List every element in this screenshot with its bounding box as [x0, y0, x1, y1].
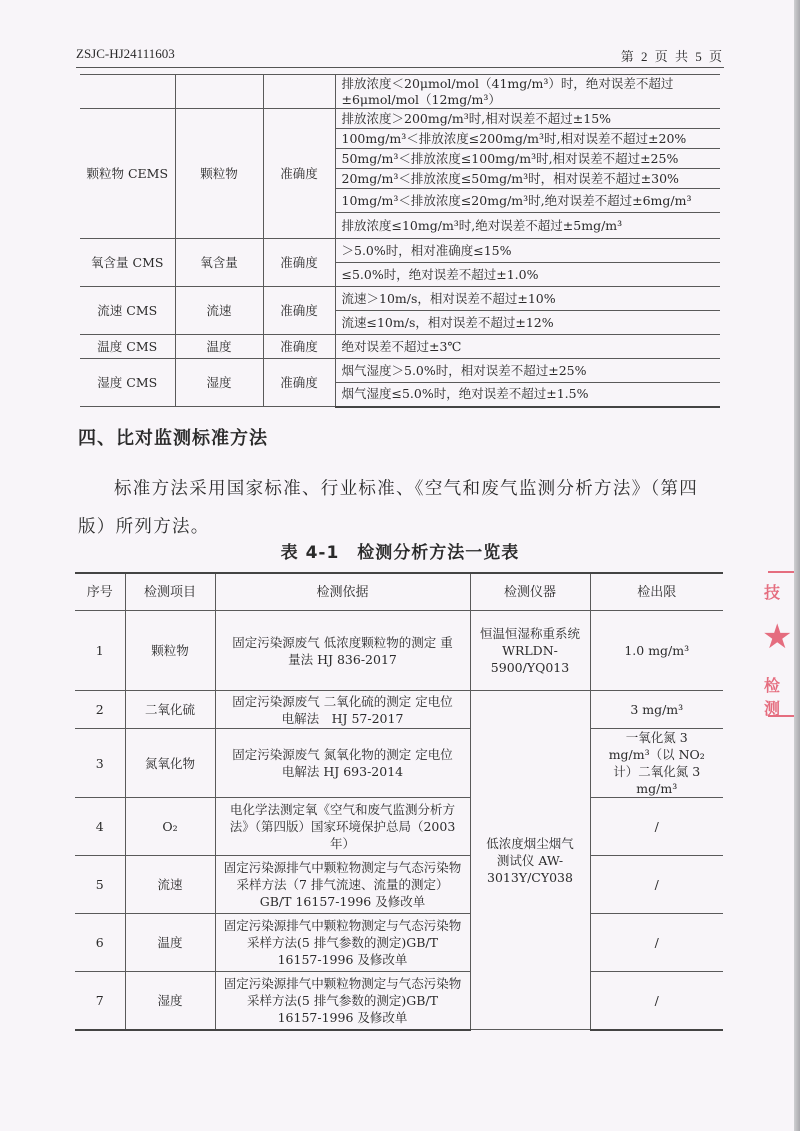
table-row — [75, 856, 723, 914]
criteria-cell: 排放浓度＞200mg/m³时,相对误差不超过±15% — [335, 109, 720, 129]
criteria-cell: 100mg/m³＜排放浓度≤200mg/m³时,相对误差不超过±20% — [335, 129, 720, 149]
param-cell: 湿度 — [175, 359, 263, 407]
metric-cell: 准确度 — [263, 239, 335, 287]
device-cell: 氧含量 CMS — [80, 239, 175, 287]
header-no: 序号 — [75, 573, 125, 611]
criteria-cell: 流速＞10m/s，相对误差不超过±10% — [335, 287, 720, 311]
row-basis: 固定污染源废气 低浓度颗粒物的测定 重量法 HJ 836-2017 — [215, 611, 470, 691]
row-no: 1 — [75, 611, 125, 691]
row-no: 7 — [75, 972, 125, 1030]
metric-cell: 准确度 — [263, 109, 335, 239]
header-instrument: 检测仪器 — [470, 573, 590, 611]
page-indicator: 第 2 页 共 5 页 — [620, 49, 724, 64]
criteria-cell: 50mg/m³＜排放浓度≤100mg/m³时,相对误差不超过±25% — [335, 149, 720, 169]
row-no: 4 — [75, 798, 125, 856]
row-basis: 固定污染源废气 二氧化硫的测定 定电位电解法 HJ 57-2017 — [215, 691, 470, 729]
table-row — [80, 335, 720, 359]
device-cell: 流速 CMS — [80, 287, 175, 335]
table-row — [75, 729, 723, 798]
param-cell — [175, 75, 263, 109]
criteria-cell: 绝对误差不超过±3℃ — [335, 335, 720, 359]
table-row — [80, 239, 720, 263]
row-item: 颗粒物 — [125, 611, 215, 691]
criteria-cell: 流速≤10m/s，相对误差不超过±12% — [335, 311, 720, 335]
table-row — [80, 287, 720, 311]
table-caption: 表 4-1 检测分析方法一览表 — [280, 543, 520, 563]
row-limit: 3 mg/m³ — [590, 691, 723, 729]
seal-text-top: 技 — [764, 583, 781, 602]
row-no: 5 — [75, 856, 125, 914]
param-cell: 流速 — [175, 287, 263, 335]
table-row — [75, 914, 723, 972]
header-item: 检测项目 — [125, 573, 215, 611]
row-item: O₂ — [125, 798, 215, 856]
device-cell: 温度 CMS — [80, 335, 175, 359]
section-paragraph: 标准方法采用国家标准、行业标准、《空气和废气监测分析方法》（第四版）所列方法。 — [78, 479, 699, 537]
seal-text-bottom: 检测 — [764, 676, 781, 718]
param-cell: 颗粒物 — [175, 109, 263, 239]
row-instrument: 恒温恒湿称重系统 WRLDN-5900/YQ013 — [470, 611, 590, 691]
row-item: 氮氧化物 — [125, 729, 215, 798]
row-limit: / — [590, 856, 723, 914]
page-edge-shadow — [794, 0, 800, 1131]
metric-cell: 准确度 — [263, 335, 335, 359]
table-row — [80, 359, 720, 383]
page-header — [76, 46, 724, 66]
table-row — [75, 691, 723, 729]
row-basis: 固定污染源排气中颗粒物测定与气态污染物采样方法(5 排气参数的测定)GB/T 16157-1996 及修改单 — [215, 914, 470, 972]
criteria-cell: ＞5.0%时，相对准确度≤15% — [335, 239, 720, 263]
header-limit: 检出限 — [590, 573, 723, 611]
section-heading: 四、比对监测标准方法 — [78, 428, 268, 449]
table-row — [75, 611, 723, 691]
header-divider — [76, 67, 724, 68]
metric-cell — [263, 75, 335, 109]
row-basis: 固定污染源排气中颗粒物测定与气态污染物采样方法(5 排气参数的测定)GB/T 16157-1996 及修改单 — [215, 972, 470, 1030]
criteria-cell: 烟气湿度＞5.0%时，相对误差不超过±25% — [335, 359, 720, 383]
header-basis: 检测依据 — [215, 573, 470, 611]
cems-criteria-table — [80, 74, 720, 408]
table-header-row — [75, 573, 723, 611]
row-basis: 固定污染源废气 氮氧化物的测定 定电位电解法 HJ 693-2014 — [215, 729, 470, 798]
seal-arc-bottom — [768, 715, 794, 717]
table-row — [80, 75, 720, 109]
report-number: ZSJC-HJ24111603 — [76, 46, 175, 61]
table-row — [75, 798, 723, 856]
param-cell: 温度 — [175, 335, 263, 359]
metric-cell: 准确度 — [263, 359, 335, 407]
criteria-cell: 烟气湿度≤5.0%时，绝对误差不超过±1.5% — [335, 383, 720, 407]
row-no: 6 — [75, 914, 125, 972]
row-limit: 一氧化氮 3 mg/m³（以 NO₂ 计）二氧化氮 3 mg/m³ — [590, 729, 723, 798]
device-cell: 湿度 CMS — [80, 359, 175, 407]
star-icon: ★ — [762, 617, 793, 657]
metric-cell: 准确度 — [263, 287, 335, 335]
row-basis: 电化学法测定氧《空气和废气监测分析方法》（第四版）国家环境保护总局（2003 年） — [215, 798, 470, 856]
row-no: 2 — [75, 691, 125, 729]
row-limit: 1.0 mg/m³ — [590, 611, 723, 691]
param-cell: 氧含量 — [175, 239, 263, 287]
device-cell: 颗粒物 CEMS — [80, 109, 175, 239]
row-limit: / — [590, 914, 723, 972]
row-limit: / — [590, 972, 723, 1030]
analysis-methods-table — [75, 572, 723, 1031]
table-row — [75, 972, 723, 1030]
row-item: 湿度 — [125, 972, 215, 1030]
criteria-cell: 20mg/m³＜排放浓度≤50mg/m³时，相对误差不超过±30% — [335, 169, 720, 189]
criteria-cell: 10mg/m³＜排放浓度≤20mg/m³时,绝对误差不超过±6mg/m³ — [335, 189, 720, 213]
row-no: 3 — [75, 729, 125, 798]
official-seal — [760, 565, 794, 725]
criteria-cell: 排放浓度＜20μmol/mol（41mg/m³）时，绝对误差不超过±6μmol/mol（12mg/m³） — [335, 75, 720, 109]
row-item: 温度 — [125, 914, 215, 972]
criteria-cell: ≤5.0%时，绝对误差不超过±1.0% — [335, 263, 720, 287]
row-basis: 固定污染源排气中颗粒物测定与气态污染物采样方法（7 排气流速、流量的测定）GB/T 16157-1996 及修改单 — [215, 856, 470, 914]
table-row — [80, 109, 720, 129]
seal-arc-top — [768, 571, 794, 573]
row-instrument-merged: 低浓度烟尘烟气测试仪 AW-3013Y/CY038 — [470, 691, 590, 1030]
row-item: 二氧化硫 — [125, 691, 215, 729]
row-item: 流速 — [125, 856, 215, 914]
criteria-cell: 排放浓度≤10mg/m³时,绝对误差不超过±5mg/m³ — [335, 213, 720, 239]
row-limit: / — [590, 798, 723, 856]
device-cell — [80, 75, 175, 109]
